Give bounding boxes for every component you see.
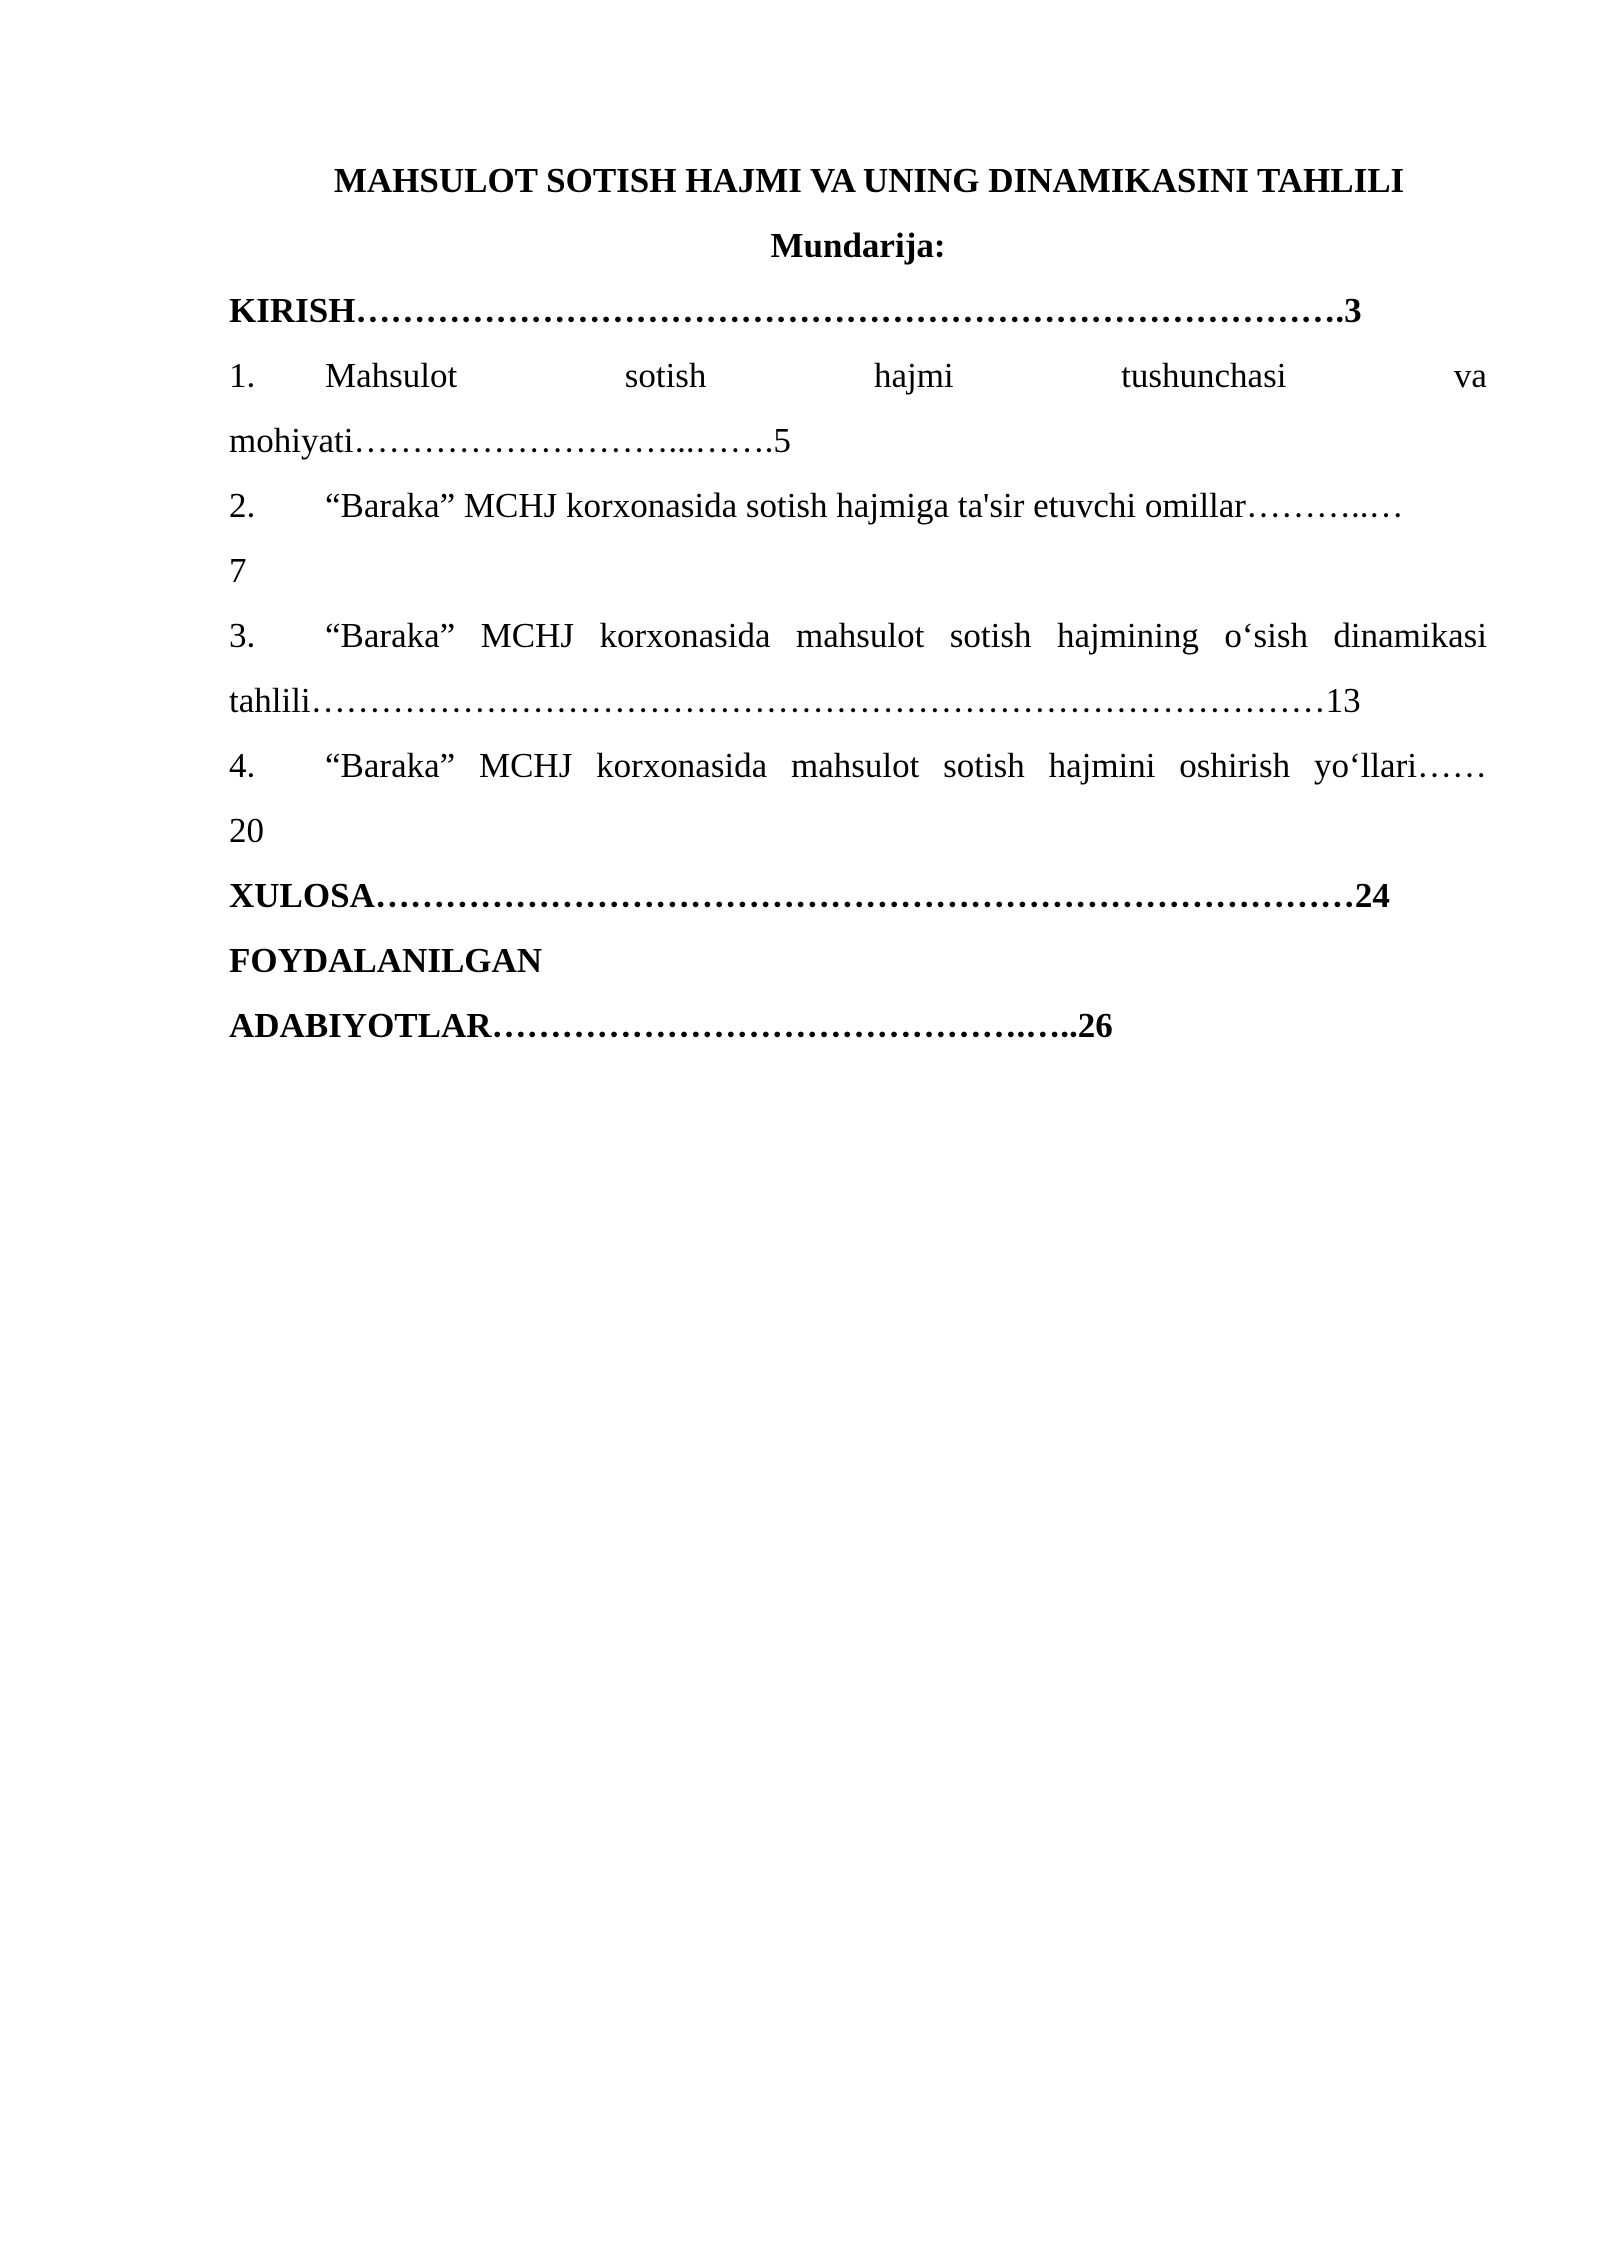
toc-entry-number: 4. xyxy=(229,746,256,785)
toc-entry-text xyxy=(325,733,1487,798)
toc-word: tushunchasi xyxy=(1121,356,1287,395)
toc-word: “Baraka” xyxy=(325,746,456,785)
toc-word: hajmini xyxy=(1048,746,1156,785)
toc-entry-3[interactable] xyxy=(229,603,1487,668)
toc-entry-4-continuation[interactable]: 20 xyxy=(229,811,264,850)
toc-entry-xulosa[interactable]: XULOSA…………………………………………………………………………24 xyxy=(229,876,1390,915)
toc-entry-3-continuation[interactable]: tahlili……………………………………………………………………………13 xyxy=(229,681,1361,720)
document-content xyxy=(229,148,1487,1058)
toc-word: dinamikasi xyxy=(1333,616,1487,655)
toc-word: MCHJ xyxy=(480,616,575,655)
toc-entry-text: “Baraka” MCHJ korxonasida sotish hajmiga ta'sir etuvchi omillar………..… xyxy=(325,486,1404,525)
toc-entry-foydalanilgan[interactable]: FOYDALANILGAN xyxy=(229,941,543,980)
toc-entry-kirish[interactable]: KIRISH………………………………………………………………………….3 xyxy=(229,291,1362,330)
toc-word: korxonasida xyxy=(599,616,771,655)
toc-word: o‘sish xyxy=(1224,616,1308,655)
toc-word: sotish xyxy=(624,356,707,395)
toc-word: sotish xyxy=(943,746,1025,785)
toc-entry-adabiyotlar[interactable]: ADABIYOTLAR……………………………………….…..26 xyxy=(229,1006,1113,1045)
toc-entry-text xyxy=(325,603,1487,668)
toc-word: MCHJ xyxy=(478,746,573,785)
toc-entry-number: 3. xyxy=(229,616,256,655)
toc-entry-2-continuation[interactable]: 7 xyxy=(229,551,247,590)
toc-entry-2[interactable] xyxy=(229,473,1487,538)
toc-entry-1[interactable] xyxy=(229,343,1487,408)
toc-word: mahsulot xyxy=(796,616,925,655)
toc-heading: Mundarija: xyxy=(770,226,946,265)
toc-word: korxonasida xyxy=(596,746,768,785)
toc-entry-text xyxy=(325,343,1487,408)
toc-word: hajmining xyxy=(1056,616,1199,655)
toc-word: “Baraka” xyxy=(325,616,456,655)
toc-word: Mahsulot xyxy=(325,356,458,395)
toc-word: va xyxy=(1453,356,1487,395)
toc-word: yo‘llari…… xyxy=(1313,746,1487,785)
toc-word: mahsulot xyxy=(790,746,920,785)
toc-entry-number: 1. xyxy=(229,356,256,395)
toc-word: sotish xyxy=(949,616,1032,655)
toc-entry-number: 2. xyxy=(229,486,256,525)
toc-entry-1-continuation[interactable]: mohiyati………………………...…….5 xyxy=(229,421,791,460)
toc-word: oshirish xyxy=(1179,746,1291,785)
toc-word: hajmi xyxy=(873,356,954,395)
toc-entry-4[interactable] xyxy=(229,733,1487,798)
document-title: MAHSULOT SOTISH HAJMI VA UNING DINAMIKASINI TAHLILI xyxy=(333,161,1405,200)
